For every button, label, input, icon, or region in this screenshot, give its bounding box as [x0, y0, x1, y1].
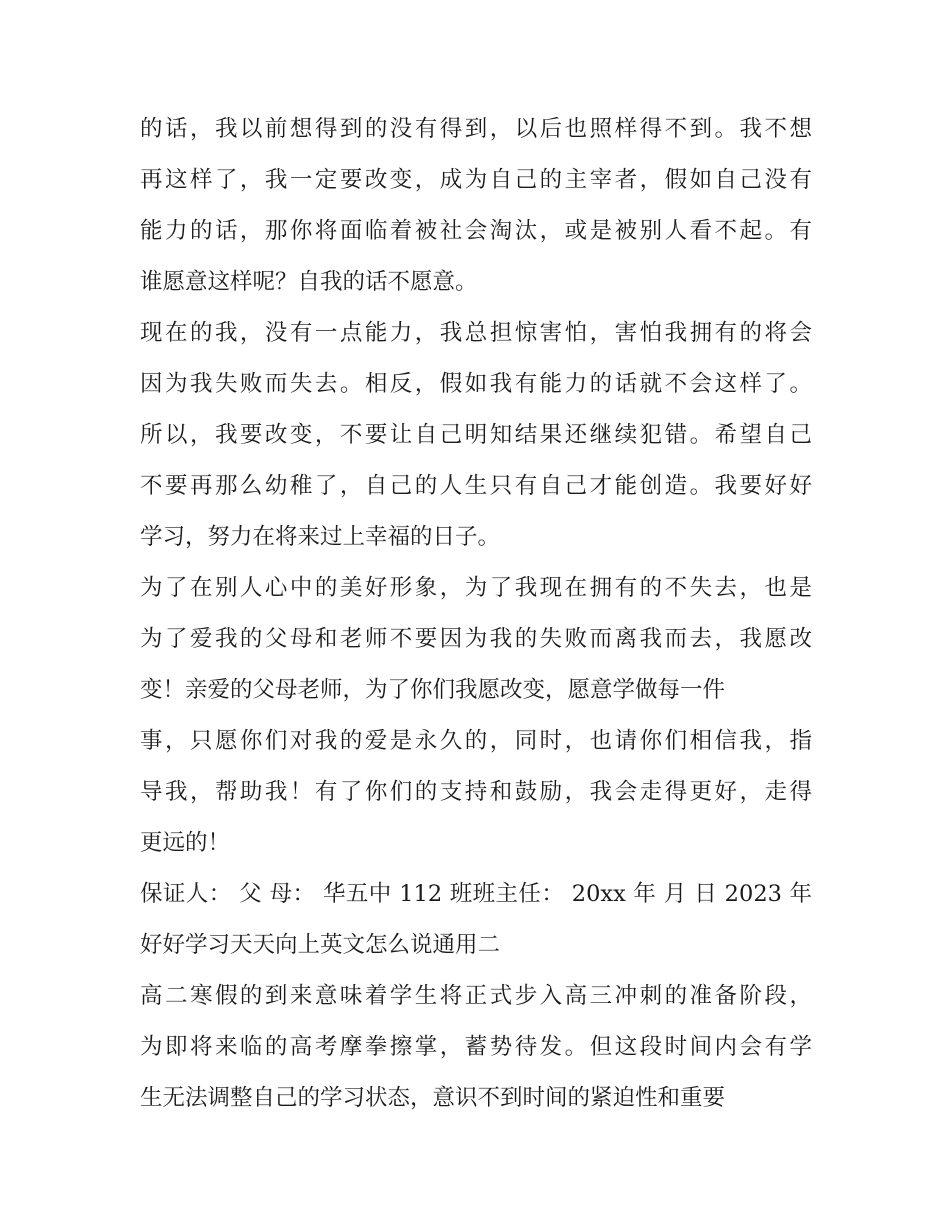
- text-line-18: 高二寒假的到来意味着学生将正式步入高三冲刺的准备阶段，: [140, 983, 812, 1009]
- text-line-19: 为即将来临的高考摩拳擦掌，蓄势待发。但这段时间内会有学: [140, 1034, 812, 1060]
- signature-line: 保证人： 父 母： 华五中 112 班班主任： 20xx 年 月 日 2023 年: [140, 881, 812, 907]
- text-line-3: 能力的话，那你将面临着被社会淘汰，或是被别人看不起。有: [140, 218, 812, 244]
- text-line-14: 导我，帮助我！有了你们的支持和鼓励，我会走得更好，走得: [140, 779, 812, 805]
- text-line-10: 为了在别人心中的美好形象，为了我现在拥有的不失去，也是: [140, 575, 812, 601]
- text-line-13: 事，只愿你们对我的爱是永久的，同时，也请你们相信我，指: [140, 728, 812, 754]
- text-line-11: 为了爱我的父母和老师不要因为我的失败而离我而去，我愿改: [140, 626, 812, 652]
- text-line-20: 生无法调整自己的学习状态，意识不到时间的紧迫性和重要: [140, 1085, 726, 1111]
- text-line-6: 因为我失败而失去。相反，假如我有能力的话就不会这样了。: [140, 371, 812, 397]
- text-line-1: 的话，我以前想得到的没有得到，以后也照样得不到。我不想: [140, 116, 812, 142]
- text-line-8: 不要再那么幼稚了，自己的人生只有自己才能创造。我要好好: [140, 473, 812, 499]
- text-line-7: 所以，我要改变，不要让自己明知结果还继续犯错。希望自己: [140, 422, 812, 448]
- text-line-9: 学习，努力在将来过上幸福的日子。: [140, 524, 501, 550]
- text-line-4: 谁愿意这样呢？自我的话不愿意。: [140, 269, 478, 295]
- text-line-15: 更远的！: [140, 830, 231, 856]
- text-line-5: 现在的我，没有一点能力，我总担惊害怕，害怕我拥有的将会: [140, 320, 812, 346]
- text-line-12: 变！亲爱的父母老师，为了你们我愿改变，愿意学做每一件: [140, 677, 726, 703]
- section-heading: 好好学习天天向上英文怎么说通用二: [140, 932, 501, 958]
- text-line-2: 再这样了，我一定要改变，成为自己的主宰者，假如自己没有: [140, 167, 812, 193]
- document-body: [140, 104, 812, 1124]
